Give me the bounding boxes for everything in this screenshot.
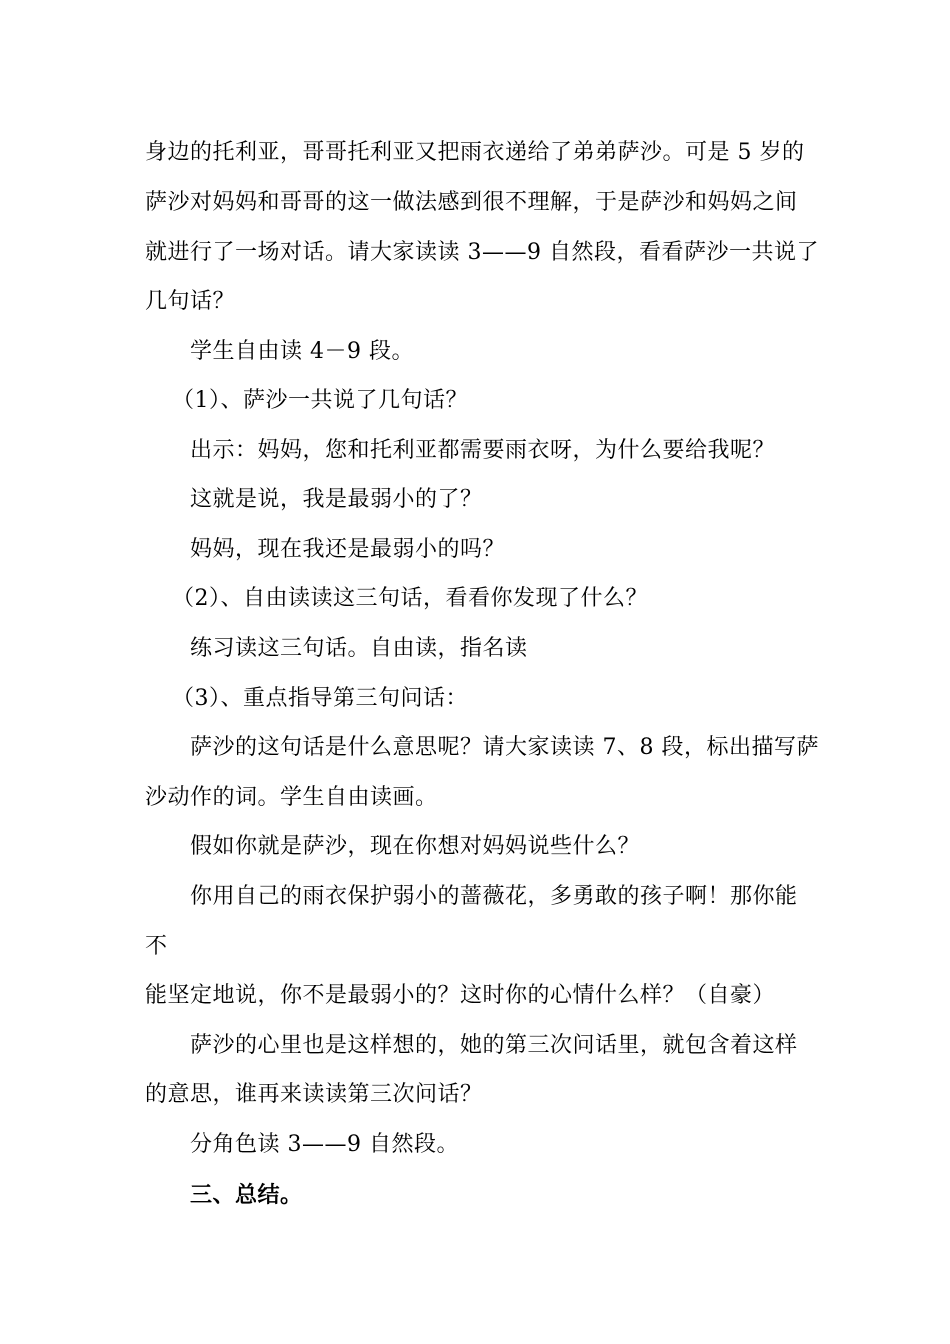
- paragraph-line: 你用自己的雨衣保护弱小的蔷薇花，多勇敢的孩子啊！那你能: [190, 884, 798, 909]
- paragraph-line: 身边的托利亚，哥哥托利亚又把雨衣递给了弟弟萨沙。可是 5 岁的: [145, 140, 805, 165]
- paragraph-line: 这就是说，我是最弱小的了？: [190, 487, 483, 512]
- paragraph-line: 能坚定地说，你不是最弱小的？这时你的心情什么样？（自豪）: [145, 983, 776, 1008]
- paragraph-line: 练习读这三句话。自由读，指名读: [190, 636, 528, 661]
- question-line: （2）、自由读读这三句话，看看你发现了什么？: [172, 586, 648, 611]
- question-line: （1）、萨沙一共说了几句话？: [172, 388, 468, 413]
- paragraph-line: 不: [145, 934, 168, 959]
- paragraph-line: 分角色读 3——9 自然段。: [190, 1132, 459, 1157]
- paragraph-line: 学生自由读 4－9 段。: [190, 339, 414, 364]
- paragraph-line: 萨沙的这句话是什么意思呢？请大家读读 7、8 段，标出描写萨: [190, 735, 819, 760]
- paragraph-line: 假如你就是萨沙，现在你想对妈妈说些什么？: [190, 834, 641, 859]
- paragraph-line: 妈妈，现在我还是最弱小的吗？: [190, 537, 506, 562]
- paragraph-line: 出示：妈妈，您和托利亚都需要雨衣呀，为什么要给我呢？: [190, 438, 776, 463]
- section-heading: 三、总结。: [190, 1182, 303, 1208]
- paragraph-line: 的意思，谁再来读读第三次问话？: [145, 1082, 483, 1107]
- paragraph-line: 几句话？: [145, 289, 236, 314]
- paragraph-line: 就进行了一场对话。请大家读读 3——9 自然段，看看萨沙一共说了: [145, 240, 819, 265]
- paragraph-line: 萨沙的心里也是这样想的，她的第三次问话里，就包含着这样: [190, 1033, 798, 1058]
- paragraph-line: 萨沙对妈妈和哥哥的这一做法感到很不理解，于是萨沙和妈妈之间: [145, 190, 798, 215]
- question-line: （3）、重点指导第三句问话：: [172, 686, 468, 711]
- paragraph-line: 沙动作的词。学生自由读画。: [145, 785, 438, 810]
